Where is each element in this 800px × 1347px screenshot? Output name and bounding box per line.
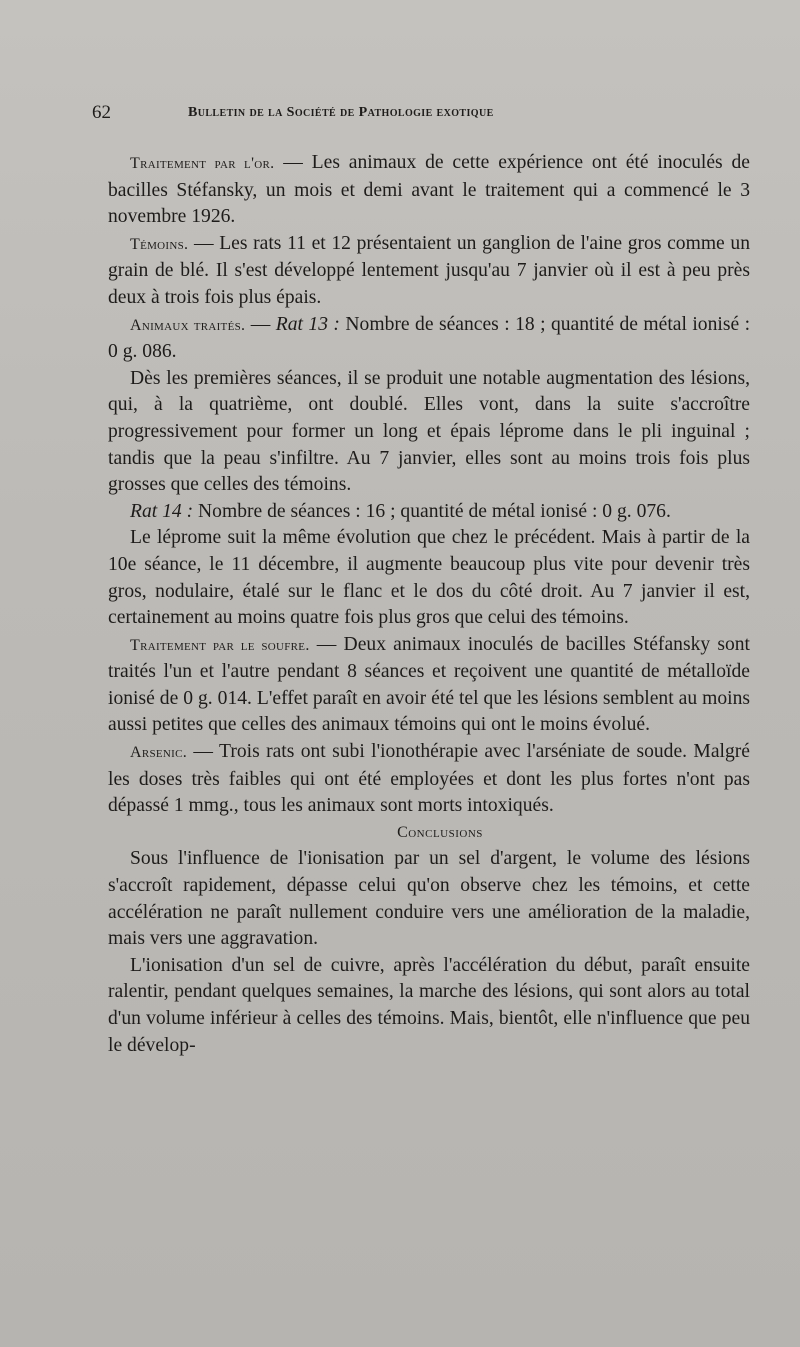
paragraph-text: Sous l'influence de l'ionisation par un sel d'argent, le volume des lésions s'accroît rapidement, dépasse celui qu'on observe chez les témoins, et cette accélération ne paraît nullement conduire vers une amélioration de la maladie, mais vers une aggravation.: [108, 848, 750, 950]
paragraph-rat14-evolution: [108, 525, 750, 631]
article-body: [108, 150, 750, 1059]
running-header: [92, 102, 692, 132]
paragraph-text: — Deux animaux inoculés de bacilles Stéfansky sont traités l'un et l'autre pendant 8 séances et reçoivent une quantité de métalloïde ionisé de 0 g. 014. L'effet paraît en avoir été tel que les lésions semblent au moins aussi petites que celles des animaux témoins qui ont le moins évolué.: [108, 633, 750, 736]
rat-label: Rat 13 :: [275, 313, 340, 335]
paragraph-treated-animals: [108, 312, 750, 366]
paragraph-controls: [108, 231, 750, 312]
paragraph-arsenic: [108, 739, 750, 820]
conclusions-heading: Conclusions: [397, 823, 483, 841]
paragraph-sulfur-treatment: [108, 632, 750, 739]
running-title: Bulletin de la Société de Pathologie exotique: [188, 105, 494, 120]
page-number: 62: [92, 102, 111, 123]
paragraph-text: Nombre de séances : 16 ; quantité de métal ionisé : 0 g. 076.: [193, 500, 671, 522]
paragraph-text: Nombre de séances : 18 ; quantité de métal ionisé : 0 g. 086.: [108, 313, 751, 363]
paragraph-lead: Animaux traités.: [130, 316, 246, 334]
paragraph-lead: Traitement par le soufre.: [130, 636, 310, 654]
paragraph-gold-treatment: [108, 150, 750, 231]
paragraph-rat13-evolution: [108, 366, 750, 499]
paragraph-text: Dès les premières séances, il se produit une notable augmentation des lésions, qui, à la quatrième, ont doublé. Elles vont, dans la suite s'accroître progressivement pour former un long et épais léprome dans le pli inguinal ; tandis que la peau s'infiltre. Au 7 janvier, elles sont au moins trois fois plus grosses que celles des témoins.: [108, 367, 750, 496]
paragraph-text: — Les rats 11 et 12 présentaient un ganglion de l'aine gros comme un grain de blé. Il s'est développé lentement jusqu'au 7 janvier où il est à peu près deux à trois fois plus épais.: [108, 232, 750, 308]
paragraph-separator: —: [245, 313, 276, 335]
paragraph-text: L'ionisation d'un sel de cuivre, après l'accélération du début, paraît ensuite ralentir, pendant quelques semaines, la marche des lésions, qui sont alors au total d'un volume inférieur à celles des témoins. Mais, bientôt, elle n'influence que peu le dévelop-: [108, 954, 750, 1056]
paragraph-lead: Témoins.: [130, 235, 189, 253]
paragraph-conclusion-silver: [108, 846, 750, 952]
paragraph-lead: Traitement par l'or.: [130, 155, 275, 172]
paragraph-text: — Les animaux de cette expérience ont été inoculés de bacilles Stéfansky, un mois et demi avant le traitement qui a commencé le 3 novembre 1926.: [108, 152, 750, 228]
rat-label: Rat 14 :: [130, 500, 194, 522]
paragraph-text: Le léprome suit la même évolution que chez le précédent. Mais à partir de la 10e séance, le 11 décembre, il augmente beaucoup plus vite pour devenir très gros, nodulaire, étalé sur le flanc et le dos du côté droit. Au 7 janvier il est, certainement au moins quatre fois plus gros que celui des témoins.: [108, 527, 750, 629]
paragraph-conclusion-copper: [108, 953, 750, 1059]
paragraph-lead: Arsenic.: [130, 744, 188, 762]
paragraph-rat14: [108, 499, 750, 526]
paragraph-text: — Trois rats ont subi l'ionothérapie avec l'arséniate de soude. Malgré les doses très faibles qui ont été employées et dont les plus fortes n'ont pas dépassé 1 mmg., tous les animaux sont morts intoxiqués.: [108, 741, 750, 817]
